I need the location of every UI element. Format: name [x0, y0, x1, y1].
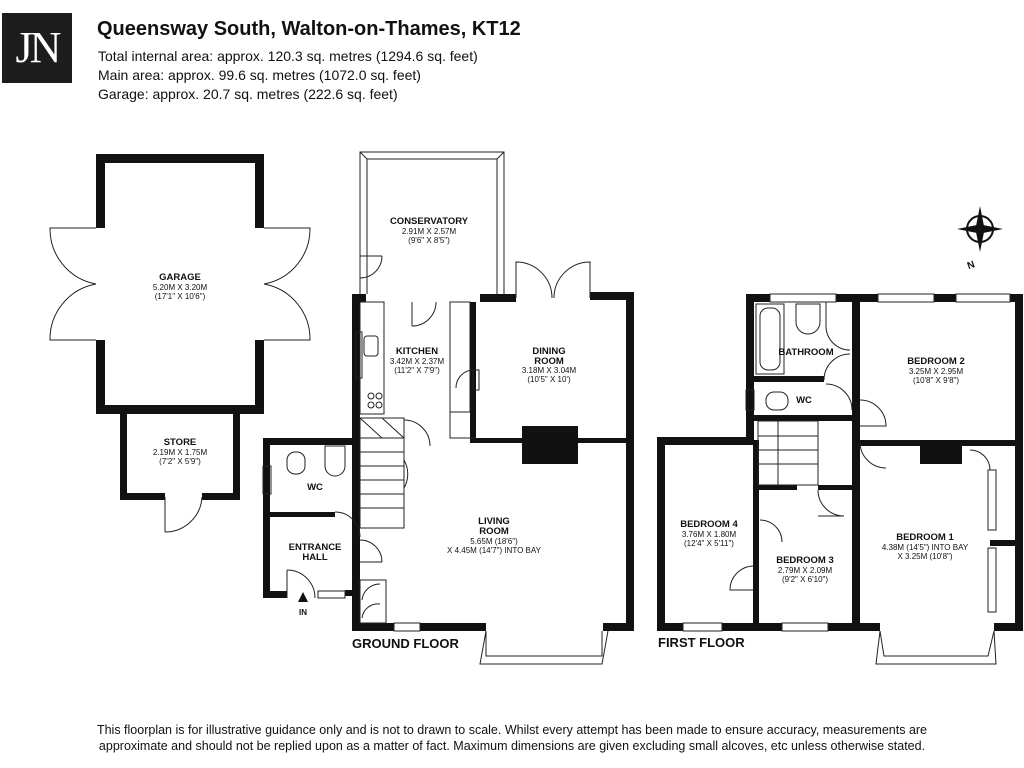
bedroom-2-dimensions-imperial: (10'8" X 9'8")	[912, 376, 960, 385]
conservatory-name: CONSERVATORY	[389, 216, 469, 227]
conservatory-dimensions-imperial: (9'6" X 8'5")	[408, 236, 450, 245]
bedroom-1-dimensions: 4.38M (14'5") INTO BAY	[881, 543, 969, 552]
living-room-name-2: ROOM	[479, 526, 509, 537]
bedroom-4-name: BEDROOM 4	[680, 519, 738, 530]
dining-room-name-1: DINING	[532, 346, 566, 357]
first-wc-name: WC	[796, 395, 812, 406]
disclaimer	[0, 722, 1024, 754]
bedroom-1-name: BEDROOM 1	[896, 532, 954, 543]
property-title: Queensway South, Walton-on-Thames, KT12	[97, 18, 521, 40]
bedroom-2-name: BEDROOM 2	[907, 356, 965, 367]
bedroom-4-dimensions: 3.76M X 1.80M	[681, 530, 737, 539]
entrance-in-label: IN	[299, 608, 307, 617]
entrance-hall-name-1: ENTRANCE	[288, 542, 342, 553]
kitchen-dimensions-imperial: (11'2" X 7'9")	[394, 366, 440, 375]
bedroom-3-name: BEDROOM 3	[776, 555, 834, 566]
garage-dimensions: 5.20M X 3.20M	[152, 283, 208, 292]
conservatory-dimensions: 2.91M X 2.57M	[401, 227, 457, 236]
disclaimer-line-1: This floorplan is for illustrative guidance only and is not to drawn to scale. Whilst every attempt has been made to ensure accuracy, measurements are	[96, 723, 928, 737]
store-name: STORE	[163, 437, 197, 448]
living-room-dimensions: 5.65M (18'6")	[470, 537, 518, 546]
first-floor-label: FIRST FLOOR	[658, 635, 745, 650]
bathroom-name: BATHROOM	[778, 347, 834, 358]
total-area-line: Total internal area: approx. 120.3 sq. metres (1294.6 sq. feet)	[98, 48, 478, 64]
living-room-name-1: LIVING	[478, 516, 510, 527]
bedroom-3-dimensions-imperial: (9'2" X 6'10")	[781, 575, 829, 584]
bedroom-3-dimensions: 2.79M X 2.09M	[777, 566, 833, 575]
dining-room-dimensions: 3.18M X 3.04M	[521, 366, 577, 375]
ground-wc-name: WC	[307, 482, 323, 493]
garage-dimensions-imperial: (17'1" X 10'6")	[154, 292, 206, 301]
store-dimensions: 2.19M X 1.75M	[152, 448, 208, 457]
entrance-arrow-icon	[298, 592, 308, 602]
main-area-line: Main area: approx. 99.6 sq. metres (1072.0 sq. feet)	[98, 67, 421, 83]
ground-floor-label: GROUND FLOOR	[352, 636, 459, 651]
walls	[96, 154, 1023, 631]
living-room-dimensions-imperial: X 4.45M (14'7") INTO BAY	[447, 546, 541, 555]
garage-area-line: Garage: approx. 20.7 sq. metres (222.6 sq. feet)	[98, 86, 398, 102]
kitchen-name: KITCHEN	[395, 346, 439, 357]
dining-room-name-2: ROOM	[534, 356, 564, 367]
store-dimensions-imperial: (7'2" X 5'9")	[159, 457, 201, 466]
bedroom-2-dimensions: 3.25M X 2.95M	[908, 367, 964, 376]
garage-name: GARAGE	[159, 272, 201, 283]
compass-north-label: N	[965, 259, 977, 273]
kitchen-dimensions: 3.42M X 2.37M	[389, 357, 445, 366]
logo-text: JN	[15, 23, 59, 72]
bedroom-1-dimensions-imperial: X 3.25M (10'8")	[897, 552, 953, 561]
disclaimer-line-2: approximate and should not be replied upon as a matter of fact. Maximum dimensions are given excluding small alcoves, etc unless otherwise stated.	[98, 739, 926, 753]
entrance-hall-name-2: HALL	[302, 552, 328, 563]
compass-rose-icon	[957, 206, 1003, 252]
bedroom-4-dimensions-imperial: (12'4" X 5'11")	[684, 539, 734, 548]
dining-room-dimensions-imperial: (10'5" X 10')	[527, 375, 571, 384]
